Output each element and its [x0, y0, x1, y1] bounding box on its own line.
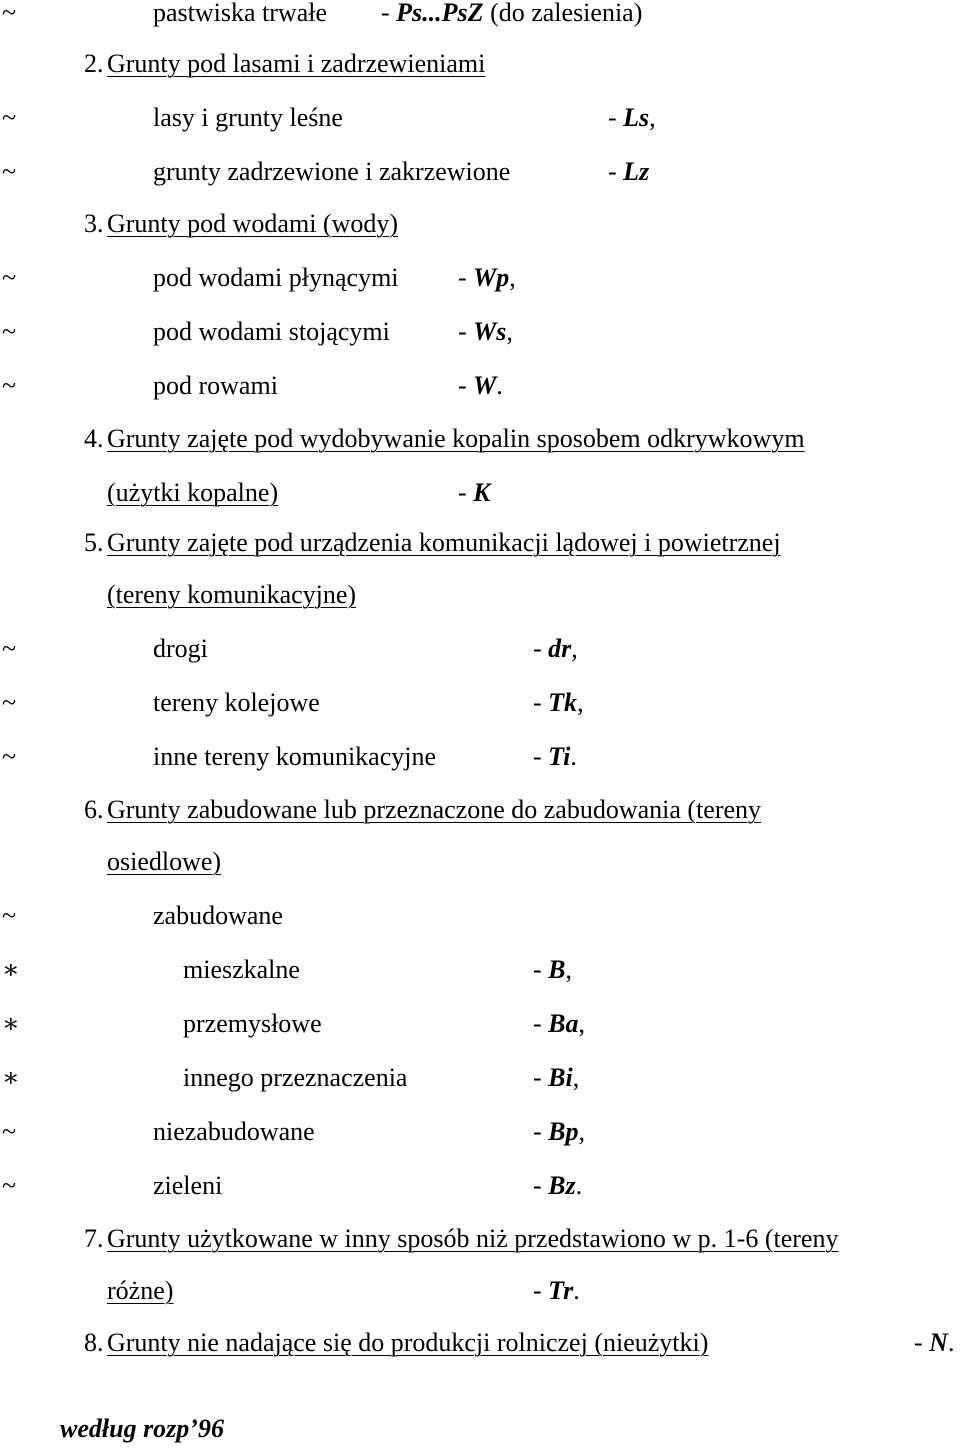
code-symbol: Bp: [548, 1117, 579, 1146]
list-item: [0, 690, 960, 722]
section-number: 8.: [84, 1328, 104, 1357]
tilde-marker: ~: [2, 1117, 17, 1146]
asterisk-marker: ∗: [2, 1009, 20, 1038]
item-label: zieleni: [153, 1171, 223, 1200]
code-suffix: ,: [565, 955, 573, 984]
code-dash: -: [608, 157, 624, 186]
list-item: [0, 957, 960, 989]
code-suffix: ,: [578, 1009, 586, 1038]
section-title: Grunty zajęte pod wydobywanie kopalin sposobem odkrywkowym: [107, 424, 805, 453]
section-title-cont: (użytki kopalne): [107, 478, 279, 507]
list-item: [0, 903, 960, 935]
section-heading: [0, 426, 960, 458]
code-symbol: Tr: [548, 1276, 574, 1305]
item-label: drogi: [153, 634, 208, 663]
list-item: [0, 265, 960, 297]
section-heading: [0, 1330, 960, 1362]
code-suffix: .: [573, 1276, 580, 1305]
item-label: przemysłowe: [183, 1009, 322, 1038]
code-dash: -: [458, 478, 474, 507]
list-item: [0, 0, 960, 32]
section-title: Grunty pod lasami i zadrzewieniami: [107, 49, 486, 78]
section-title-cont: (tereny komunikacyjne): [107, 580, 357, 609]
code-dash: -: [533, 1171, 549, 1200]
code-symbol: N: [929, 1328, 948, 1357]
list-item: [0, 319, 960, 351]
code-symbol: Ba: [548, 1009, 579, 1038]
item-label: inne tereny komunikacyjne: [153, 742, 437, 771]
section-heading: [0, 211, 960, 243]
list-item: [0, 159, 960, 191]
code-suffix: .: [570, 742, 577, 771]
section-heading-continuation: [0, 480, 960, 512]
code-suffix: (do zalesienia): [483, 0, 643, 27]
tilde-marker: ~: [2, 103, 17, 132]
item-label: niezabudowane: [153, 1117, 315, 1146]
section-title: Grunty zabudowane lub przeznaczone do zabudowania (tereny: [107, 795, 762, 824]
code-symbol: B: [548, 955, 566, 984]
section-number: 5.: [84, 528, 104, 557]
code-dash: -: [533, 1276, 549, 1305]
code-suffix: ,: [509, 263, 516, 292]
section-number: 7.: [84, 1224, 104, 1253]
tilde-marker: ~: [2, 157, 17, 186]
code-symbol: Bz: [548, 1171, 576, 1200]
asterisk-marker: ∗: [2, 1063, 20, 1092]
code-symbol: W: [473, 371, 497, 400]
item-code: [533, 1173, 582, 1199]
code-dash: -: [458, 263, 474, 292]
item-label: pastwiska trwałe: [153, 0, 328, 27]
code-symbol: Ti: [548, 742, 571, 771]
code-dash: -: [381, 0, 397, 27]
code-suffix: ,: [578, 1117, 586, 1146]
item-code: [533, 957, 572, 983]
item-label: tereny kolejowe: [153, 688, 320, 717]
code-symbol: Ps...PsZ: [396, 0, 484, 27]
code-dash: -: [533, 1117, 549, 1146]
section-number: 6.: [84, 795, 104, 824]
list-item: [0, 373, 960, 405]
tilde-marker: ~: [2, 317, 17, 346]
item-code: [533, 1119, 585, 1145]
item-code: [458, 373, 503, 399]
tilde-marker: ~: [2, 263, 17, 292]
section-title-cont: różne): [107, 1276, 174, 1305]
code-symbol: Lz: [623, 157, 650, 186]
code-symbol: dr: [548, 634, 572, 663]
list-item: [0, 636, 960, 668]
code-suffix: .: [947, 1328, 955, 1357]
code-suffix: ,: [649, 103, 656, 132]
code-dash: -: [533, 955, 549, 984]
code-suffix: .: [496, 371, 503, 400]
section-heading: [0, 797, 960, 829]
code-symbol: Tk: [548, 688, 578, 717]
code-symbol: Ws: [473, 317, 507, 346]
list-item: [0, 1065, 960, 1097]
tilde-marker: ~: [2, 1171, 17, 1200]
code-dash: -: [533, 688, 549, 717]
code-symbol: K: [473, 478, 491, 507]
section-number: 2.: [84, 49, 104, 78]
item-label: pod wodami stojącymi: [153, 317, 390, 346]
code-dash: -: [533, 634, 549, 663]
code-suffix: ,: [571, 634, 578, 663]
section-title: Grunty pod wodami (wody): [107, 209, 399, 238]
section-title-cont: osiedlowe): [107, 847, 222, 876]
item-code: [533, 636, 578, 662]
code-suffix: ,: [577, 688, 584, 717]
item-label: lasy i grunty leśne: [153, 103, 343, 132]
item-code: [533, 1011, 585, 1037]
item-code: [608, 105, 656, 131]
item-label: innego przeznaczenia: [183, 1063, 408, 1092]
list-item: [0, 744, 960, 776]
section-heading-continuation: [0, 849, 960, 881]
code-symbol: Bi: [548, 1063, 573, 1092]
code-suffix: ,: [506, 317, 513, 346]
list-item: [0, 1173, 960, 1205]
item-label: grunty zadrzewione i zakrzewione: [153, 157, 511, 186]
tilde-marker: ~: [2, 901, 17, 930]
item-label: pod wodami płynącymi: [153, 263, 399, 292]
code-dash: -: [458, 317, 474, 346]
section-title: Grunty nie nadające się do produkcji rolniczej (nieużytki): [107, 1328, 709, 1357]
tilde-marker: ~: [2, 688, 17, 717]
item-code: [533, 690, 584, 716]
code-dash: -: [533, 1063, 549, 1092]
item-code: [458, 480, 491, 506]
code-dash: -: [533, 742, 549, 771]
code-dash: -: [914, 1328, 930, 1357]
item-label: mieszkalne: [183, 955, 300, 984]
list-item: [0, 1119, 960, 1151]
code-symbol: Ls: [623, 103, 650, 132]
tilde-marker: ~: [2, 371, 17, 400]
code-suffix: .: [575, 1171, 583, 1200]
item-label: pod rowami: [153, 371, 278, 400]
section-heading: [0, 51, 960, 83]
tilde-marker: ~: [2, 742, 17, 771]
item-code: [608, 159, 649, 185]
tilde-marker: ~: [2, 0, 17, 27]
source-note-row: [0, 1416, 960, 1448]
source-note: według rozp’96: [60, 1414, 224, 1443]
list-item: [0, 1011, 960, 1043]
item-code: [914, 1330, 954, 1356]
asterisk-marker: ∗: [2, 955, 20, 984]
code-symbol: Wp: [473, 263, 510, 292]
item-code: [458, 265, 516, 291]
item-label: zabudowane: [153, 901, 283, 930]
item-code: [533, 1278, 580, 1304]
item-code: [458, 319, 513, 345]
section-title: Grunty użytkowane w inny sposób niż przedstawiono w p. 1-6 (tereny: [107, 1224, 839, 1253]
code-dash: -: [533, 1009, 549, 1038]
code-dash: -: [608, 103, 624, 132]
item-code: [533, 744, 577, 770]
section-heading: [0, 530, 960, 562]
section-heading-continuation: [0, 1278, 960, 1310]
code-dash: -: [458, 371, 474, 400]
section-heading: [0, 1226, 960, 1258]
tilde-marker: ~: [2, 634, 17, 663]
code-suffix: ,: [572, 1063, 580, 1092]
section-number: 4.: [84, 424, 104, 453]
item-code: [381, 0, 642, 26]
item-code: [533, 1065, 579, 1091]
section-title: Grunty zajęte pod urządzenia komunikacji lądowej i powietrznej: [107, 528, 781, 557]
section-heading-continuation: [0, 582, 960, 614]
list-item: [0, 105, 960, 137]
section-number: 3.: [84, 209, 104, 238]
